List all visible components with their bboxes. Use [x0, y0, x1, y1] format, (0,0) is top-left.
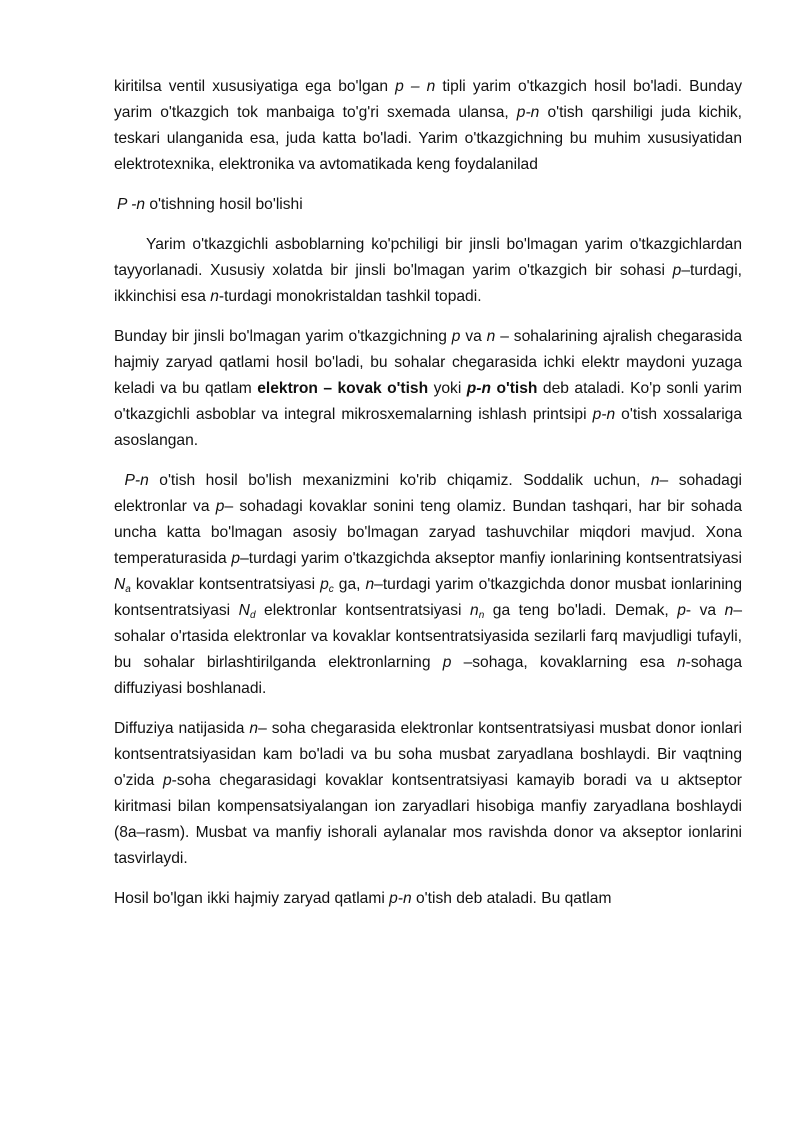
term-electron-hole-junction: elektron – kovak o'tish: [257, 380, 429, 397]
paragraph-6: Hosil bo'lgan ikki hajmiy zaryad qatlami p-n o'tish deb ataladi. Bu qatlam: [114, 890, 612, 907]
paragraph-1: kiritilsa ventil xususiyatiga ega bo'lgan p – n tipli yarim o'tkazgich hosil bo'ladi. Bunday yarim o'tkazgich tok manbaiga to'g'ri sxemada ulansa, p-n o'tish qarshiligi juda kichik, teskari ulanganida esa, juda katta bo'ladi. Yarim o'tkazgichning bu muhim xususiyatidan elektrotexnika, elektronika va avtomatikada keng foydalanilad: [114, 78, 742, 173]
paragraph-2: Yarim o'tkazgichli asboblarning ko'pchiligi bir jinsli bo'lmagan yarim o'tkazgichlardan tayyorlanadi. Xususiy xolatda bir jinsli bo'lmagan yarim o'tkazgich bir sohasi p–turdagi, ikkinchisi esa n-turdagi monokristaldan tashkil topadi.: [114, 236, 742, 305]
paragraph-5: Diffuziya natijasida n– soha chegarasida elektronlar kontsentratsiyasi musbat donor ionlari kontsentratsiyasidan kam bo'ladi va bu soha musbat zaryadlana boshlaydi. Bir vaqtning o'zida p-soha chegarasidagi kovaklar kontsentratsiyasi kamayib boradi va u aktseptor kiritmasi bilan kompensatsiyalangan ion zaryadlari hisobiga manfiy zaryadlana boshlaydi (8a–rasm). Musbat va manfiy ishorali aylanalar mos ravishda donor va akseptor ionlarini tasvirlaydi.: [114, 720, 742, 867]
section-heading: P -n o'tishning hosil bo'lishi: [117, 196, 303, 213]
term-pn-junction: p-n o'tish: [466, 380, 538, 397]
paragraph-3: Bunday bir jinsli bo'lmagan yarim o'tkazgichning p va n – sohalarining ajralish chegarasida hajmiy zaryad qatlami hosil bo'ladi, bu sohalar chegarasida ichki elektr maydoni yuzaga keladi va bu qatlam elektron – kovak o'tish yoki p-n o'tish deb ataladi. Ko'p sonli yarim o'tkazgichli asboblar va integral mikrosxemalarning ishlash printsipi p-n o'tish xossalariga asoslangan.: [114, 328, 742, 449]
paragraph-4: P-n o'tish hosil bo'lish mexanizmini ko'rib chiqamiz. Soddalik uchun, n– sohadagi elektronlar va p– sohadagi kovaklar sonini teng olamiz. Bundan tashqari, har bir sohada uncha katta bo'lmagan asosiy bo'lmagan zaryad tashuvchilar miqdori mavjud. Xona temperaturasida p–turdagi yarim o'tkazgichda akseptor manfiy ionlarining kontsentratsiyasi $N_a$ kovaklar kontsentratsiyasi $p_c$ ga, n–turdagi yarim o'tkazgichda donor musbat ionlarining kontsentratsiyasi $N_d$ elektronlar kontsentratsiyasi $n_n$ ga teng bo'ladi. Demak, p- va n–sohalar o'rtasida elektronlar va kovaklar kontsentratsiyasida sezilarli farq mavjudligi tufayli, bu sohalar birlashtirilganda elektronlarning p –sohaga, kovaklarning esa n-sohaga diffuziyasi boshlanadi.: [114, 472, 743, 697]
document-body: [114, 74, 742, 926]
